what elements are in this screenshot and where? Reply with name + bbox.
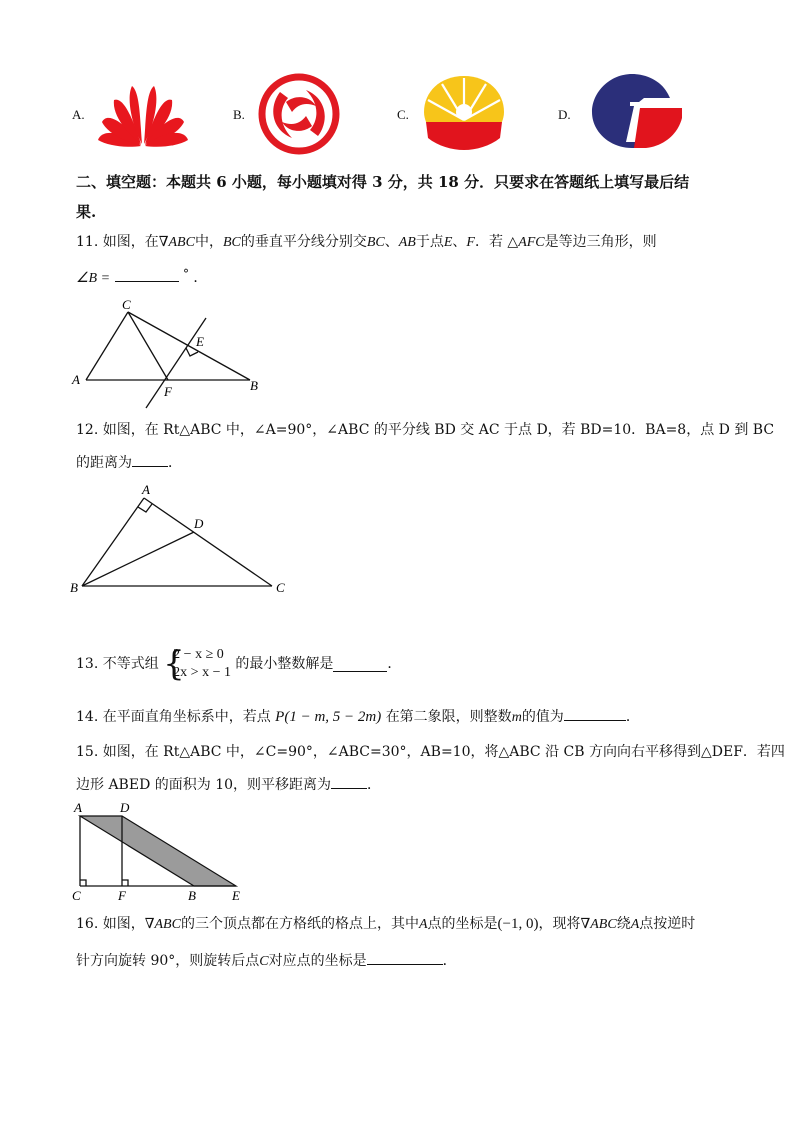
q11-point: F	[466, 235, 475, 250]
q14-text: 14. 在平面直角坐标系中，若点	[76, 709, 271, 725]
q16-text: 针方向旋转 90°，则旋转后点	[76, 953, 260, 969]
q11-point: E	[443, 235, 453, 250]
nabla-symbol: ∇	[158, 234, 169, 250]
q14-text: 在第二象限，则整数	[385, 709, 512, 725]
q16-text: ，现将	[538, 916, 581, 932]
q16-triangle: ABC	[590, 917, 617, 932]
q11-text: 中，	[194, 234, 223, 250]
q14-text: 的值为	[521, 709, 564, 725]
label-e: E	[232, 888, 240, 903]
label-c: C	[72, 888, 81, 903]
q11-text: 11. 如图，在	[76, 234, 159, 250]
section-heading-line2: 果.	[76, 203, 97, 221]
option-b	[233, 104, 245, 123]
answer-blank[interactable]	[367, 950, 443, 965]
period: ．	[387, 656, 402, 672]
petal-fan-logo	[94, 82, 192, 150]
q16-text: 点的坐标是	[427, 916, 498, 932]
q16-text: 16. 如图，	[76, 916, 145, 932]
label-e: E	[196, 334, 204, 349]
answer-blank[interactable]	[132, 452, 168, 467]
question-15-line2	[76, 774, 381, 795]
q11-triangle: ABC	[168, 235, 195, 250]
label-d: D	[120, 800, 130, 815]
q11-segment: BC	[366, 235, 385, 250]
label-c: C	[122, 297, 131, 312]
option-label: D.	[558, 107, 571, 122]
question-12	[76, 420, 774, 440]
period: ．	[625, 709, 640, 725]
angle-b: ∠B =	[76, 271, 111, 286]
q16-point: A	[630, 917, 640, 932]
label-c: C	[276, 580, 285, 595]
q13-text: 13. 不等式组	[76, 656, 159, 672]
q12-line1: 12. 如图，在 Rt△ABC 中，∠A=90°，∠ABC 的平分线 BD 交 AC 于点 D，若 BD=10．BA=8，点 D 到 BC	[76, 422, 775, 438]
variable-m: m	[511, 710, 522, 725]
q11-text: 的垂直平分线分别交	[240, 234, 367, 250]
label-f: F	[118, 888, 126, 903]
q15-line1: 15. 如图，在 Rt△ABC 中，∠C=90°，∠ABC=30°，AB=10，将△ABC 沿 CB 方向向右平移得到△DEF．若四	[76, 744, 785, 760]
q11-text: 、	[384, 234, 399, 250]
ring-swirl-logo	[256, 72, 342, 156]
q16-point: C	[259, 954, 269, 969]
period: ．	[193, 270, 208, 286]
q11-text: 是等边三角形，则	[544, 234, 657, 250]
q11-segment: BC	[222, 235, 241, 250]
question-12-line2	[76, 452, 182, 473]
label-a: A	[142, 482, 150, 497]
q16-triangle: ABC	[154, 917, 181, 932]
period: ．	[442, 953, 457, 969]
figure-q11	[70, 296, 270, 412]
option-c	[397, 104, 409, 123]
q16-text: 绕	[616, 916, 631, 932]
question-11	[76, 232, 657, 253]
q16-text: 点按逆时	[639, 916, 696, 932]
option-a	[72, 104, 85, 123]
option-label: A.	[72, 107, 85, 122]
circle-arrow-logo	[590, 72, 684, 150]
label-b: B	[250, 378, 258, 393]
period: ．	[168, 455, 182, 471]
label-a: A	[72, 372, 80, 387]
inequality-1: 2 − x ≥ 0	[173, 647, 224, 662]
question-16	[76, 914, 695, 935]
q15-text: 边形 ABED 的面积为 10，则平移距离为	[76, 777, 332, 793]
q11-text: ．若 △	[474, 234, 519, 250]
degree-symbol: °	[182, 267, 189, 281]
nabla-symbol: ∇	[580, 916, 591, 932]
brace-icon: {	[163, 644, 185, 684]
option-label: B.	[233, 107, 245, 122]
label-d: D	[194, 516, 204, 531]
q16-text: 的三个顶点都在方格纸的格点上，其中	[180, 916, 419, 932]
label-f: F	[164, 384, 172, 399]
figure-q12	[68, 480, 298, 600]
question-11-line2	[76, 264, 207, 289]
answer-blank[interactable]	[115, 267, 179, 282]
q11-text: 、	[452, 234, 467, 250]
inequality-system	[163, 646, 231, 682]
q16-text: 对应点的坐标是	[268, 953, 367, 969]
q11-text: 于点	[415, 234, 444, 250]
section-heading-line1: 二、填空题：本题共 6 小题，每小题填对得 3 分，共 18 分．只要求在答题纸上填写最后结	[76, 173, 690, 191]
answer-blank[interactable]	[564, 706, 626, 721]
question-15	[76, 742, 785, 762]
inequality-2: 2x > x − 1	[173, 665, 231, 680]
period: ．	[367, 777, 382, 793]
option-label: C.	[397, 107, 409, 122]
answer-blank[interactable]	[333, 657, 387, 672]
q16-point: A	[418, 917, 428, 932]
label-b: B	[188, 888, 196, 903]
section-heading	[76, 170, 689, 224]
point-p: P(1 − m, 5 − 2m)	[275, 709, 382, 725]
option-d	[558, 104, 571, 123]
shell-sunburst-logo	[420, 72, 508, 152]
q11-triangle: AFC	[518, 235, 545, 250]
q12-text: 的距离为	[76, 455, 132, 471]
q11-segment: AB	[398, 235, 416, 250]
figure-q15	[68, 798, 258, 906]
question-13	[76, 646, 401, 682]
answer-blank[interactable]	[331, 774, 367, 789]
q13-text: 的最小整数解是	[235, 656, 334, 672]
label-b: B	[70, 580, 78, 595]
nabla-symbol: ∇	[144, 916, 155, 932]
question-14	[76, 706, 640, 728]
question-16-line2	[76, 950, 457, 972]
label-a: A	[74, 800, 82, 815]
coordinate: (−1, 0)	[497, 916, 539, 932]
